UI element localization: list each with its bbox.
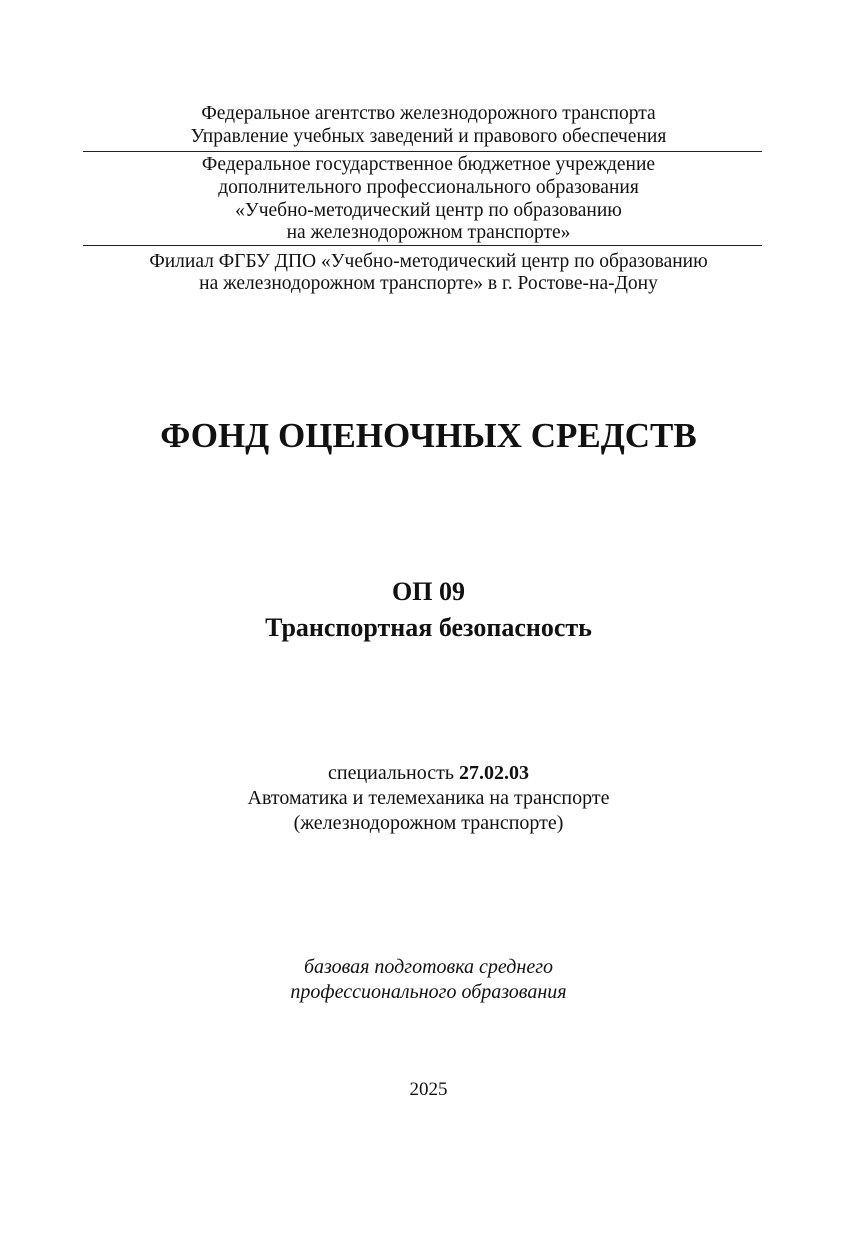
document-title: ФОНД ОЦЕНОЧНЫХ СРЕДСТВ <box>160 416 697 455</box>
agency-line-1: Федеральное агентство железнодорожного транспорта <box>201 103 656 124</box>
specialty-code: 27.02.03 <box>458 762 529 784</box>
training-line-2: профессионального образования <box>290 981 567 1003</box>
institution-line-4: на железнодорожном транспорте» <box>286 222 571 243</box>
branch-line-2: на железнодорожном транспорте» в г. Ростове-на-Дону <box>199 273 658 294</box>
specialty-line <box>0 761 857 785</box>
publication-year: 2025 <box>409 1079 448 1100</box>
course-code: ОП 09 <box>392 577 465 606</box>
specialty-prefix: специальность <box>328 762 459 784</box>
branch-line-1: Филиал ФГБУ ДПО «Учебно-методический центр по образованию <box>149 251 708 272</box>
header-divider-1 <box>83 151 762 152</box>
header-divider-2 <box>83 245 762 246</box>
institution-line-1: Федеральное государственное бюджетное учреждение <box>201 154 656 175</box>
specialty-name: Автоматика и телемеханика на транспорте <box>247 787 610 809</box>
institution-line-3: «Учебно-методический центр по образованию <box>235 200 622 221</box>
specialty-name-detail: (железнодорожном транспорте) <box>293 812 564 834</box>
course-name: Транспортная безопасность <box>265 613 592 642</box>
institution-line-2: дополнительного профессионального образования <box>218 177 639 198</box>
training-line-1: базовая подготовка среднего <box>303 956 554 978</box>
agency-line-2: Управление учебных заведений и правового обеспечения <box>190 126 667 147</box>
